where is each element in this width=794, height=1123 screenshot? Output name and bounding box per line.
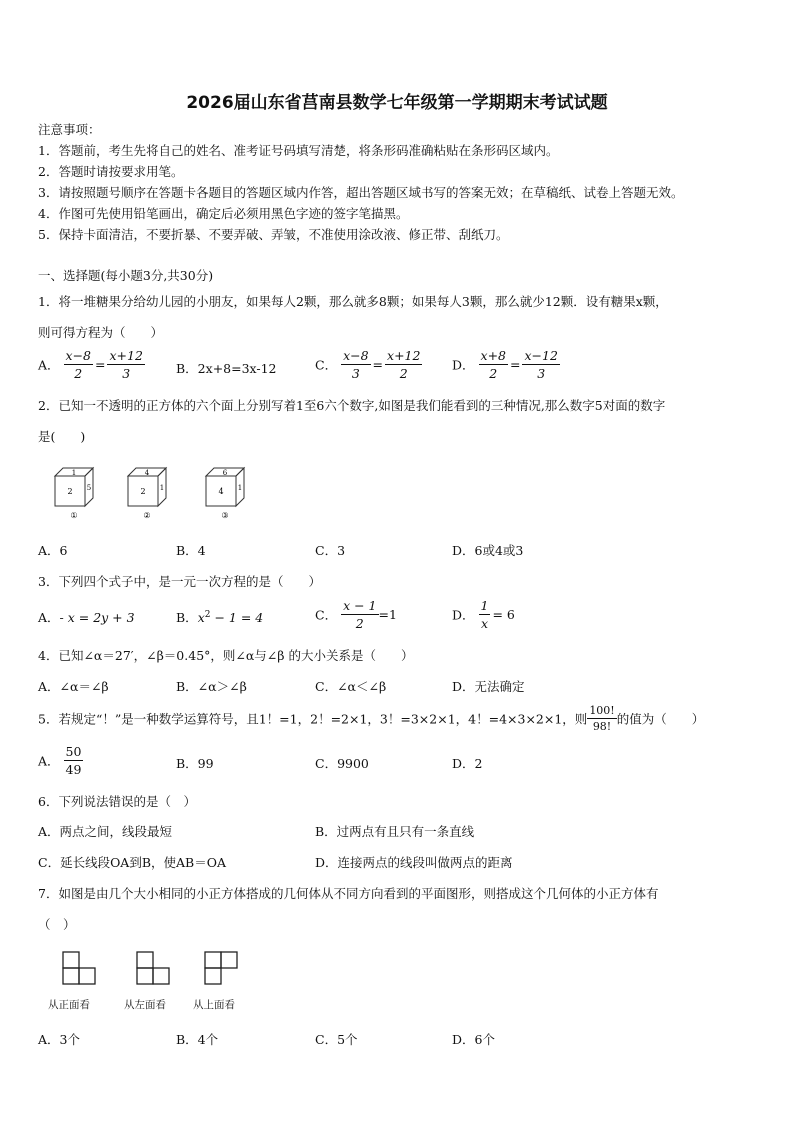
cube-2-caption: ② <box>143 511 151 520</box>
option-label: C． <box>315 357 338 373</box>
fraction-numerator: x−8 <box>343 348 369 363</box>
option-label: D． <box>452 607 475 623</box>
fraction-denominator: 3 <box>351 366 360 381</box>
q6-option-b: B．过两点有且只有一条直线 <box>315 824 475 839</box>
q3-option-b <box>176 608 263 626</box>
note-item: 3．请按照题号顺序在答题卡各题目的答题区域内作答，超出答题区域书写的答案无效；在草稿纸、试卷上答题无效。 <box>38 185 684 200</box>
question-7-text: 7．如图是由几个大小相同的小正方体搭成的几何体从不同方向看到的平面图形，则搭成这个几何体的小正方体有 <box>38 886 659 901</box>
question-7-text-cont: （ ） <box>38 917 76 932</box>
math-expression: = 6 <box>492 607 515 622</box>
q7-option-b: B．4个 <box>176 1032 219 1047</box>
page-title: 2026届山东省莒南县数学七年级第一学期期末考试试题 <box>186 93 608 113</box>
equals-sign: = <box>95 357 106 372</box>
math-expression: - x = 2y + 3 <box>59 610 135 625</box>
notes-heading: 注意事项： <box>38 122 101 137</box>
cube-1-caption: ① <box>70 511 78 520</box>
question-1-text-cont: 则可得方程为（ ） <box>38 325 164 340</box>
question-5-stem-end: 的值为（ ） <box>616 711 705 727</box>
cube-1-side-number: 5 <box>86 484 92 492</box>
equals-sign: = <box>372 357 384 372</box>
q5-option-d: D．2 <box>452 756 483 771</box>
fraction-numerator: x−8 <box>65 348 91 363</box>
view-diagrams <box>55 948 245 988</box>
q4-option-b: B．∠α＞∠β <box>176 679 247 694</box>
cube-2-top-number: 4 <box>144 469 150 477</box>
fraction-numerator: x+12 <box>387 348 421 363</box>
front-view-diagram <box>63 952 95 984</box>
cube-2-front-number: 2 <box>140 487 146 496</box>
left-view-diagram <box>137 952 169 984</box>
cube-3-caption: ③ <box>221 511 229 520</box>
option-label: A． <box>38 610 60 625</box>
fraction-denominator: 2 <box>355 616 364 631</box>
question-2-text: 2．已知一不透明的正方体的六个面上分别写着1至6六个数字,如图是我们能看到的三种情况,那么数字5对面的数字 <box>38 398 666 413</box>
cube-1-top-number: 1 <box>71 469 77 477</box>
fraction-numerator: 50 <box>65 744 82 759</box>
fraction-numerator: x+8 <box>480 348 506 363</box>
q5-option-b: B．99 <box>176 756 214 771</box>
note-item: 5．保持卡面清洁，不要折暴、不要弄破、弄皱，不准使用涂改液、修正带、刮纸刀。 <box>38 227 509 242</box>
question-3-text: 3．下列四个式子中，是一元一次方程的是（ ） <box>38 574 321 589</box>
question-5-text <box>38 704 704 733</box>
q5-option-a <box>38 744 83 777</box>
q4-option-a: A．∠α＝∠β <box>38 679 109 694</box>
note-item: 2．答题时请按要求用笔。 <box>38 164 184 179</box>
option-label: A． <box>38 357 60 373</box>
math-expression: − 1 = 4 <box>210 610 264 625</box>
question-4-text: 4．已知∠α＝27′，∠β＝0.45°，则∠α与∠β 的大小关系是（ ） <box>38 648 414 663</box>
fraction-denominator: 3 <box>122 366 131 381</box>
question-2-text-cont: 是( ) <box>38 429 86 444</box>
q1-option-a <box>38 348 145 381</box>
q1-option-b: B．2x+8=3x-12 <box>176 361 277 376</box>
fraction-denominator: 2 <box>489 366 498 381</box>
fraction-denominator: 2 <box>74 366 83 381</box>
math-expression: =1 <box>378 607 397 622</box>
q4-option-d: D．无法确定 <box>452 679 525 694</box>
q6-option-d: D．连接两点的线段叫做两点的距离 <box>315 855 513 870</box>
option-label: D． <box>452 357 475 373</box>
q1-option-d <box>452 348 560 381</box>
option-label: C． <box>315 607 338 623</box>
q4-option-c: C．∠α＜∠β <box>315 679 387 694</box>
question-6-text: 6．下列说法错误的是（ ） <box>38 794 196 809</box>
fraction-denominator: x <box>480 616 489 631</box>
cube-1-front-number: 2 <box>67 487 73 496</box>
fraction-denominator: 98! <box>592 720 612 733</box>
math-variable: x <box>197 610 205 625</box>
option-label: A． <box>38 753 60 769</box>
fraction-numerator: 1 <box>480 598 489 613</box>
q2-option-d: D．6或4或3 <box>452 543 524 558</box>
left-view-caption: 从左面看 <box>124 999 166 1011</box>
q3-option-d <box>452 598 517 631</box>
q3-option-c <box>315 598 397 631</box>
q2-option-a: A．6 <box>38 543 68 558</box>
q3-option-a <box>38 608 135 626</box>
fraction-numerator: x+12 <box>109 348 143 363</box>
cube-3-top-number: 6 <box>222 469 228 477</box>
fraction-denominator: 49 <box>65 762 82 777</box>
top-view-caption: 从上面看 <box>193 999 235 1011</box>
fraction-denominator: 3 <box>537 366 546 381</box>
q2-option-c: C．3 <box>315 543 346 558</box>
q1-option-c <box>315 348 422 381</box>
q7-option-a: A．3个 <box>38 1032 80 1047</box>
q7-option-c: C．5个 <box>315 1032 358 1047</box>
note-item: 1．答题前，考生先将自己的姓名、准考证号码填写清楚，将条形码准确粘贴在条形码区域内。 <box>38 143 559 158</box>
q6-option-c: C．延长线段OA到B，使AB＝OA <box>38 855 227 870</box>
fraction-numerator: 100! <box>589 704 615 717</box>
fraction-numerator: x − 1 <box>343 598 377 613</box>
option-label: B． <box>176 610 198 625</box>
section-heading: 一、选择题(每小题3分,共30分) <box>38 268 214 283</box>
q2-option-b: B．4 <box>176 543 206 558</box>
cube-3-front-number: 4 <box>218 487 224 496</box>
equals-sign: = <box>510 357 521 372</box>
front-view-caption: 从正面看 <box>48 999 90 1011</box>
question-5-stem: 5．若规定“！”是一种数学运算符号，且1！=1，2！=2×1，3！=3×2×1，4！=4×3×2×1，则 <box>38 711 588 727</box>
q5-option-c: C．9900 <box>315 756 369 771</box>
fraction-numerator: x−12 <box>524 348 558 363</box>
cube-2-side-number: 1 <box>159 484 165 492</box>
top-view-diagram <box>205 952 237 984</box>
question-1-text: 1．将一堆糖果分给幼儿园的小朋友，如果每人2颗，那么就多8颗；如果每人3颗，那么就少12颗．设有糖果x颗， <box>38 294 668 309</box>
cube-3-side-number: 1 <box>237 484 243 492</box>
q7-option-d: D．6个 <box>452 1032 495 1047</box>
exponent: 2 <box>204 609 211 620</box>
note-item: 4．作图可先使用铅笔画出，确定后必须用黑色字迹的签字笔描黑。 <box>38 206 409 221</box>
q6-option-a: A．两点之间，线段最短 <box>38 824 173 839</box>
fraction-denominator: 2 <box>399 366 408 381</box>
cube-figures <box>50 462 250 524</box>
